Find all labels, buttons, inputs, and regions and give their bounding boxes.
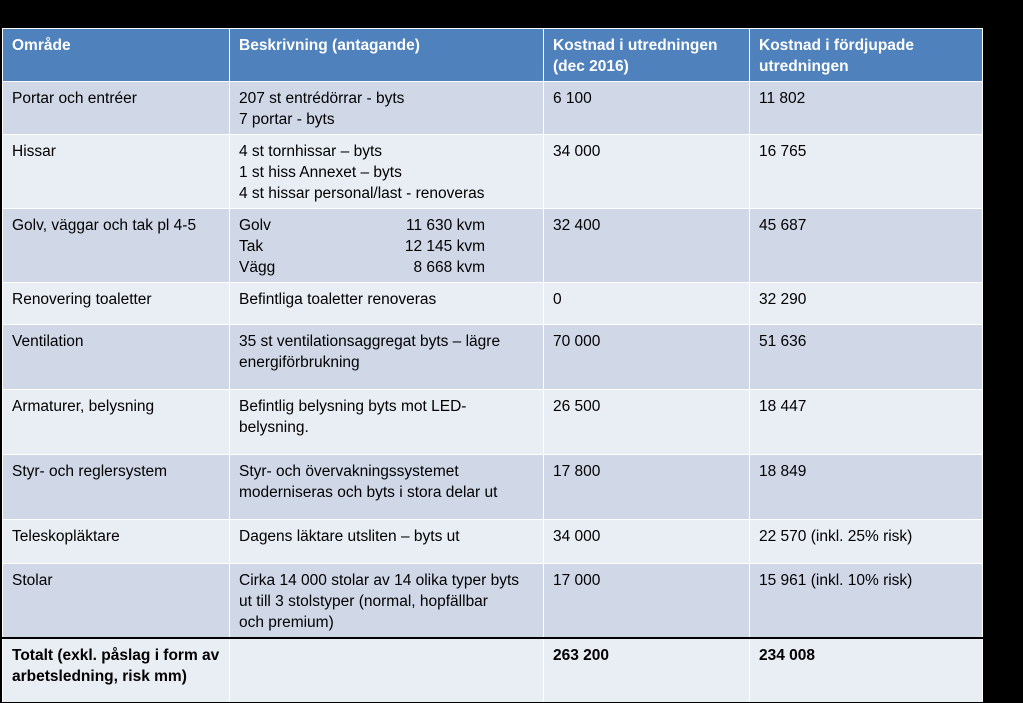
quantity-name: Golv	[239, 217, 271, 234]
cell-description	[230, 209, 544, 283]
cell-cost-deep-study: 11 802	[750, 82, 983, 135]
description-line: 4 st tornhissar – byts	[239, 143, 383, 160]
cell-cost-deep-study: 18 849	[750, 455, 983, 520]
header-row	[3, 29, 983, 82]
table-row	[3, 82, 983, 135]
description-line: energiförbrukning	[239, 354, 360, 371]
cell-area: Teleskopläktare	[3, 520, 230, 564]
cell-description	[230, 135, 544, 209]
cell-description	[230, 390, 544, 455]
table-row	[3, 283, 983, 325]
cell-cost-deep-study: 15 961 (inkl. 10% risk)	[750, 564, 983, 639]
cell-area: Stolar	[3, 564, 230, 639]
cell-cost-deep-study: 32 290	[750, 283, 983, 325]
description-line: Styr- och övervakningssystemet	[239, 463, 459, 480]
cell-cost-deep-study: 16 765	[750, 135, 983, 209]
table-row	[3, 135, 983, 209]
cell-description	[230, 455, 544, 520]
description-line: 35 st ventilationsaggregat byts – lägre	[239, 333, 501, 350]
cell-area: Renovering toaletter	[3, 283, 230, 325]
quantity-value: 11 630 kvm	[406, 217, 485, 234]
cell-area: Hissar	[3, 135, 230, 209]
cell-cost-study: 0	[544, 283, 750, 325]
cell-cost-deep-study: 45 687	[750, 209, 983, 283]
table-row	[3, 564, 983, 639]
quantity-name: Tak	[239, 238, 264, 255]
description-line: 207 st entrédörrar - byts	[239, 90, 405, 107]
description-line: och premium)	[239, 614, 334, 631]
total-description	[230, 638, 544, 702]
cell-cost-deep-study: 18 447	[750, 390, 983, 455]
cell-cost-study: 17 800	[544, 455, 750, 520]
cell-area: Golv, väggar och tak pl 4-5	[3, 209, 230, 283]
description-line: Dagens läktare utsliten – byts ut	[239, 528, 460, 545]
table-row	[3, 325, 983, 390]
description-line: Befintliga toaletter renoveras	[239, 291, 437, 308]
cell-cost-study: 34 000	[544, 135, 750, 209]
total-cost-study: 263 200	[544, 638, 750, 702]
description-line: 4 st hissar personal/last - renoveras	[239, 185, 485, 202]
total-row	[3, 638, 983, 702]
table-row	[3, 209, 983, 283]
cell-description	[230, 283, 544, 325]
cell-cost-deep-study: 51 636	[750, 325, 983, 390]
cell-cost-study: 32 400	[544, 209, 750, 283]
cell-description	[230, 564, 544, 639]
header-cost-deep-study: Kostnad i fördjupade utredningen	[750, 29, 983, 82]
total-label: Totalt (exkl. påslag i form av arbetsledning, risk mm)	[3, 638, 230, 702]
quantity-line	[239, 215, 534, 236]
quantity-line	[239, 236, 534, 257]
description-line: 7 portar - byts	[239, 111, 335, 128]
header-area: Område	[3, 29, 230, 82]
table-row	[3, 520, 983, 564]
cell-description	[230, 325, 544, 390]
header-cost-study: Kostnad i utredningen (dec 2016)	[544, 29, 750, 82]
description-line: belysning.	[239, 419, 309, 436]
description-line: Befintlig belysning byts mot LED-	[239, 398, 467, 415]
quantity-value: 12 145 kvm	[404, 238, 485, 255]
cost-table	[2, 28, 983, 702]
cell-area: Armaturer, belysning	[3, 390, 230, 455]
description-line: moderniseras och byts i stora delar ut	[239, 484, 498, 501]
cell-area: Styr- och reglersystem	[3, 455, 230, 520]
table-row	[3, 455, 983, 520]
description-line: ut till 3 stolstyper (normal, hopfällbar	[239, 593, 488, 610]
header-description: Beskrivning (antagande)	[230, 29, 544, 82]
cell-cost-study: 26 500	[544, 390, 750, 455]
cell-cost-study: 17 000	[544, 564, 750, 639]
cell-description	[230, 520, 544, 564]
cell-cost-study: 34 000	[544, 520, 750, 564]
description-line: 1 st hiss Annexet – byts	[239, 164, 402, 181]
cell-area: Ventilation	[3, 325, 230, 390]
quantity-line	[239, 257, 534, 278]
quantity-value: 8 668 kvm	[413, 259, 485, 276]
description-line: Cirka 14 000 stolar av 14 olika typer byts	[239, 572, 519, 589]
total-cost-deep-study: 234 008	[750, 638, 983, 702]
cell-cost-study: 70 000	[544, 325, 750, 390]
quantity-name: Vägg	[239, 259, 276, 276]
cell-description	[230, 82, 544, 135]
cell-cost-deep-study: 22 570 (inkl. 25% risk)	[750, 520, 983, 564]
table-row	[3, 390, 983, 455]
cell-cost-study: 6 100	[544, 82, 750, 135]
cell-area: Portar och entréer	[3, 82, 230, 135]
